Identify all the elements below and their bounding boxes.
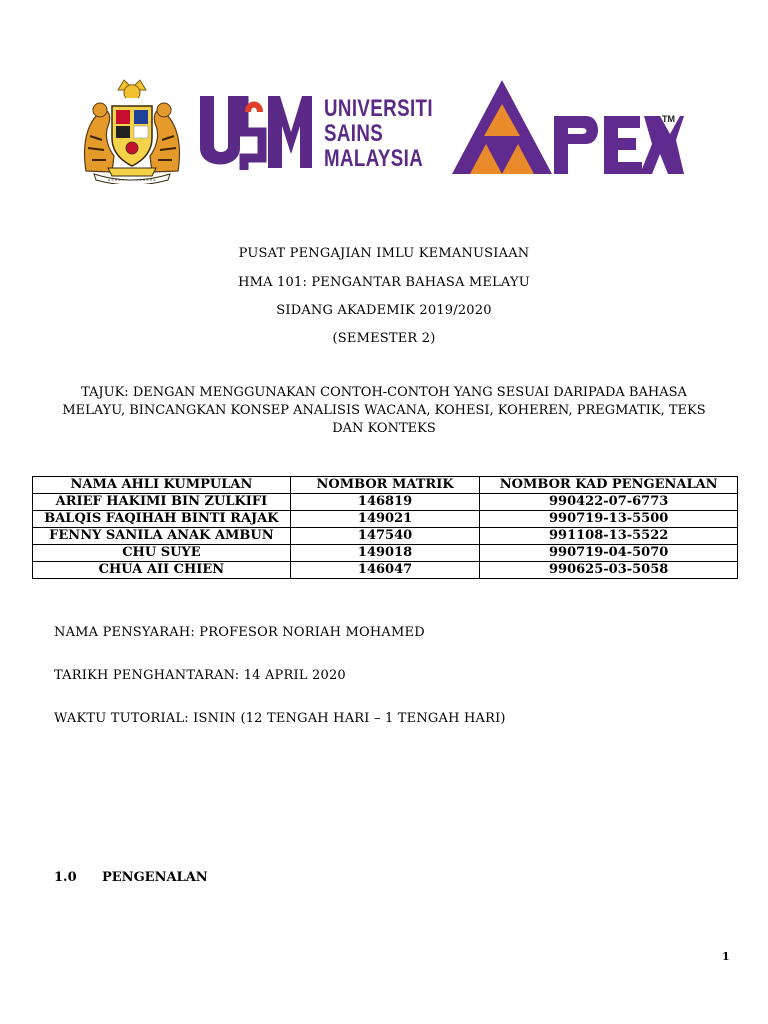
page-number: 1 — [722, 950, 730, 963]
academic-session: SIDANG AKADEMIK 2019/2020 — [276, 303, 492, 318]
lecturer-name: NAMA PENSYARAH: PROFESOR NORIAH MOHAMED — [54, 625, 425, 640]
submission-date: TARIKH PENGHANTARAN: 14 APRIL 2020 — [54, 668, 346, 683]
usm-line-3: MALAYSIA — [324, 145, 424, 172]
member-name: BALQIS FAQIHAH BINTI RAJAK — [33, 511, 291, 528]
semester: (SEMESTER 2) — [332, 331, 436, 346]
member-ic: 991108-13-5522 — [480, 528, 738, 545]
members-table — [32, 476, 738, 579]
usm-line-1: UNIVERSITI — [324, 95, 433, 122]
table-row — [33, 511, 738, 528]
member-matric: 149018 — [290, 545, 480, 562]
member-name: ARIEF HAKIMI BIN ZULKIFI — [33, 494, 291, 511]
table-row — [33, 528, 738, 545]
school-name: PUSAT PENGAJIAN IMLU KEMANUSIAAN — [238, 246, 530, 261]
usm-wordmark — [324, 96, 464, 171]
apex-logo-icon — [446, 78, 684, 178]
table-row — [33, 545, 738, 562]
member-matric: 146047 — [290, 562, 480, 579]
table-row — [33, 562, 738, 579]
member-ic: 990719-04-5070 — [480, 545, 738, 562]
member-ic: 990625-03-5058 — [480, 562, 738, 579]
member-name: CHU SUYE — [33, 545, 291, 562]
member-ic: 990719-13-5500 — [480, 511, 738, 528]
table-header-row — [33, 477, 738, 494]
header-logos — [0, 70, 768, 190]
usm-line-2: SAINS — [324, 120, 384, 147]
section-heading — [54, 870, 208, 885]
column-header-name: NAMA AHLI KUMPULAN — [33, 477, 291, 494]
member-matric: 146819 — [290, 494, 480, 511]
crest-logo-icon — [78, 76, 186, 184]
tutorial-time: WAKTU TUTORIAL: ISNIN (12 TENGAH HARI – 1 TENGAH HARI) — [54, 711, 506, 726]
section-number: 1.0 — [54, 870, 77, 885]
assignment-title: TAJUK: DENGAN MENGGUNAKAN CONTOH-CONTOH YANG SESUAI DARIPADA BAHASA MELAYU, BINCANGKAN KONSEP ANALISIS WACANA, KOHESI, KOHEREN, PREGMATIK, TEKS DAN KONTEKS — [62, 385, 706, 436]
member-ic: 990422-07-6773 — [480, 494, 738, 511]
column-header-ic: NOMBOR KAD PENGENALAN — [480, 477, 738, 494]
section-title: PENGENALAN — [102, 870, 208, 885]
member-matric: 149021 — [290, 511, 480, 528]
trademark-mark: TM — [662, 114, 675, 124]
member-name: FENNY SANILA ANAK AMBUN — [33, 528, 291, 545]
member-matric: 147540 — [290, 528, 480, 545]
table-row — [33, 494, 738, 511]
member-name: CHUA AII CHIEN — [33, 562, 291, 579]
course-name: HMA 101: PENGANTAR BAHASA MELAYU — [238, 275, 530, 290]
usm-logo-icon — [196, 92, 314, 172]
column-header-matric: NOMBOR MATRIK — [290, 477, 480, 494]
